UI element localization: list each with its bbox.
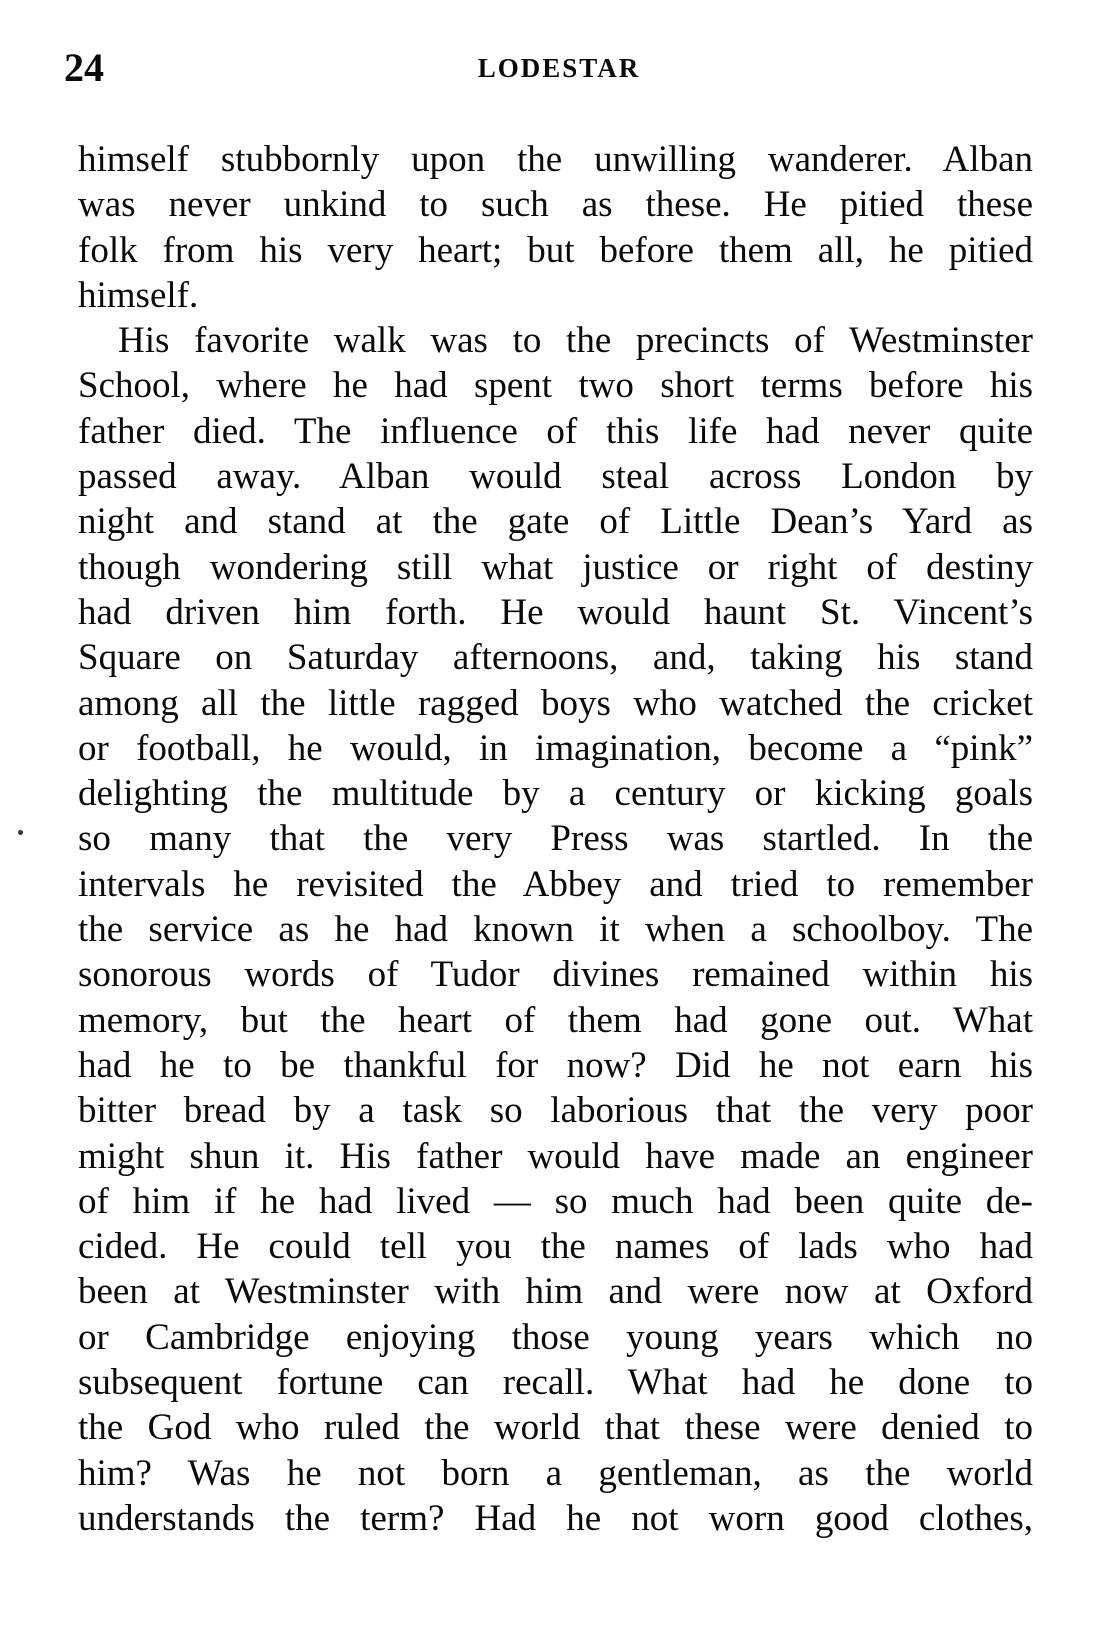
text-line: School, where he had spent two short terms before his [78, 365, 1033, 407]
text-line: His favorite walk was to the precincts of Westminster [118, 320, 1033, 362]
text-line: delighting the multitude by a century or kicking goals [78, 773, 1033, 815]
text-line: the service as he had known it when a schoolboy. The [78, 909, 1033, 951]
text-line: or Cambridge enjoying those young years which no [78, 1316, 1033, 1358]
page-number: 24 [64, 45, 104, 90]
text-line: been at Westminster with him and were now at Oxford [78, 1271, 1033, 1313]
text-line: himself stubbornly upon the unwilling wanderer. Alban [78, 139, 1033, 180]
text-line: folk from his very heart; but before them all, he pitied [78, 229, 1033, 271]
text-line: the God who ruled the world that these were denied to [78, 1407, 1033, 1449]
page-header [64, 40, 1054, 96]
text-line: Square on Saturday afternoons, and, taking his stand [78, 637, 1033, 679]
text-line: father died. The influence of this life had never quite [78, 410, 1033, 452]
text-line: sonorous words of Tudor divines remained within his [78, 954, 1033, 996]
running-title: LODESTAR [477, 53, 641, 83]
text-line: bitter bread by a task so laborious that the very poor [78, 1090, 1033, 1132]
text-line: though wondering still what justice or right of destiny [78, 546, 1033, 588]
text-line: passed away. Alban would steal across London by [78, 456, 1033, 498]
text-line: or football, he would, in imagination, become a “pink” [78, 727, 1033, 769]
text-line: intervals he revisited the Abbey and tried to remember [78, 863, 1033, 905]
text-line: cided. He could tell you the names of lads who had [78, 1226, 1033, 1268]
text-line: memory, but the heart of them had gone out. What [78, 999, 1033, 1041]
text-line: understands the term? Had he not worn good clothes, [78, 1497, 1033, 1539]
text-line: himself. [78, 274, 199, 316]
text-line: so many that the very Press was startled. In the [78, 818, 1033, 860]
text-line: had driven him forth. He would haunt St. Vincent’s [78, 591, 1033, 633]
text-line: had he to be thankful for now? Did he not earn his [78, 1044, 1033, 1086]
body-text [78, 137, 1033, 1541]
text-line: might shun it. His father would have made an engineer [78, 1135, 1033, 1177]
text-line: among all the little ragged boys who watched the cricket [78, 682, 1033, 724]
text-line: was never unkind to such as these. He pitied these [78, 184, 1033, 226]
text-line: of him if he had lived — so much had been quite de- [78, 1180, 1033, 1222]
stray-ink-mark [18, 830, 23, 835]
text-line: night and stand at the gate of Little Dean’s Yard as [78, 501, 1033, 543]
text-line: him? Was he not born a gentleman, as the world [78, 1452, 1033, 1494]
text-line: subsequent fortune can recall. What had he done to [78, 1362, 1033, 1404]
paragraph [78, 318, 1033, 1541]
paragraph [78, 137, 1033, 318]
